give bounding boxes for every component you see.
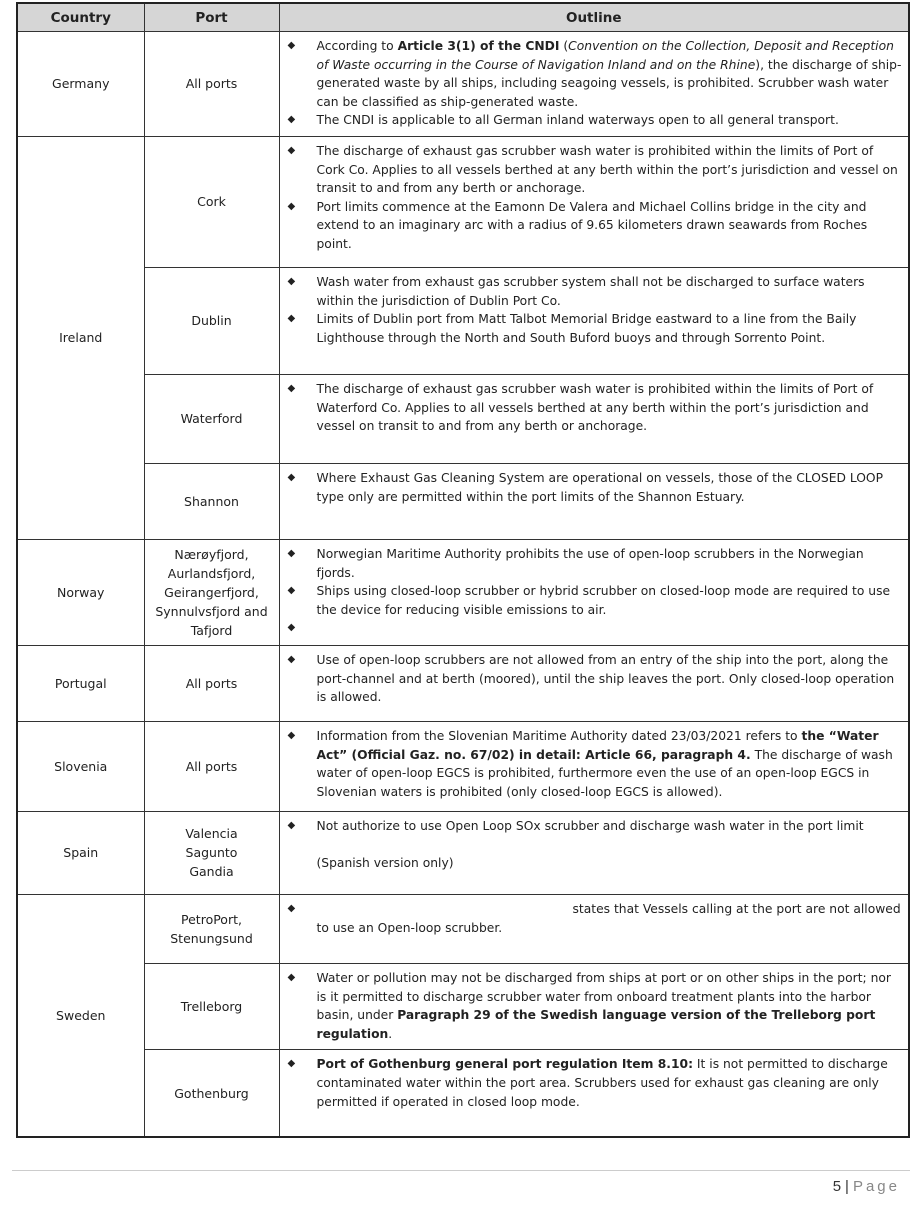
diamond-bullet-icon: ◆ <box>287 585 296 597</box>
list-item <box>288 198 903 254</box>
item-text: The discharge of exhaust gas scrubber wash water is prohibited within the limits of Port of Waterford Co. Applies to all vessels berthed at any berth within the port’s jurisdiction and vessel on transit to and from any berth or anchorage. <box>316 381 874 434</box>
list-item <box>288 469 903 506</box>
bullet-list <box>288 969 903 1043</box>
item-italic-text: Convention on the Collection, Deposit and Reception of Waste occurring in the Course of Navigation Inland and on the Rhine <box>316 39 894 72</box>
table-row <box>17 1050 909 1137</box>
table-row <box>17 645 909 721</box>
list-item <box>288 817 903 872</box>
table-row <box>17 32 909 137</box>
port-cell: All ports <box>144 645 279 721</box>
table-row <box>17 811 909 894</box>
table-row <box>17 539 909 645</box>
list-item <box>288 545 903 582</box>
outline-cell <box>279 963 909 1049</box>
item-text: Wash water from exhaust gas scrubber system shall not be discharged to surface waters within the jurisdiction of Dublin Port Co. <box>316 274 865 308</box>
diamond-bullet-icon: ◆ <box>287 819 296 831</box>
bullet-list <box>288 380 903 436</box>
outline-cell <box>279 374 909 463</box>
port-cell: Nærøyfjord, Aurlandsfjord, Geirangerfjord, Synnulvsfjord and Tafjord <box>144 539 279 645</box>
item-text: states that Vessels calling at the port are not allowed to use an Open-loop scrubber. <box>316 901 901 935</box>
country-cell: Sweden <box>17 894 144 1136</box>
list-item <box>288 1055 903 1111</box>
outline-cell <box>279 811 909 894</box>
table-row <box>17 894 909 963</box>
item-text: Not authorize to use Open Loop SOx scrubber and discharge wash water in the port limit <box>316 818 864 833</box>
diamond-bullet-icon: ◆ <box>287 547 296 559</box>
regulations-table <box>16 2 910 1138</box>
outline-cell <box>279 267 909 374</box>
list-item <box>288 310 903 347</box>
diamond-bullet-icon: ◆ <box>287 729 296 741</box>
list-item <box>288 142 903 198</box>
page-word: Page <box>852 1178 900 1195</box>
outline-cell <box>279 463 909 539</box>
table-row <box>17 136 909 267</box>
bullet-list <box>288 727 903 801</box>
port-cell: Valencia Sagunto Gandia <box>144 811 279 894</box>
list-item <box>288 969 903 1043</box>
item-text: The discharge of wash water of open-loop EGCS is prohibited, furthermore even the use of an open-loop EGCS in Slovenian waters is prohibited (only closed-loop EGCS is allowed). <box>316 747 893 799</box>
table-row <box>17 267 909 374</box>
item-text: ( <box>559 39 569 53</box>
diamond-bullet-icon: ◆ <box>287 313 296 325</box>
item-text: It is not permitted to discharge contaminated water within the port area. Scrubbers used for exhaust gas cleaning are only permitted if operated in closed loop mode. <box>316 1057 888 1109</box>
bullet-list <box>288 37 903 130</box>
item-bold-text: Port of Gothenburg general port regulation Item 8.10: <box>316 1057 694 1072</box>
port-cell: Cork <box>144 136 279 267</box>
list-item <box>288 651 903 707</box>
item-text: Use of open-loop scrubbers are not allowed from an entry of the ship into the port, along the port-channel and at berth (moored), until the ship leaves the port. Only closed-loop operation is allowed. <box>316 652 895 705</box>
bullet-list <box>288 273 903 347</box>
diamond-bullet-icon: ◆ <box>287 382 296 394</box>
country-cell: Portugal <box>17 645 144 721</box>
list-item <box>288 900 903 937</box>
outline-cell <box>279 539 909 645</box>
header-country: Country <box>17 3 144 32</box>
footer-separator: | <box>845 1178 849 1195</box>
bullet-list <box>287 545 903 634</box>
header-port: Port <box>144 3 279 32</box>
outline-cell <box>279 136 909 267</box>
outline-cell <box>279 645 909 721</box>
country-cell: Ireland <box>17 136 144 539</box>
port-cell: All ports <box>144 721 279 811</box>
item-text: According to <box>316 39 398 53</box>
footer-divider <box>12 1170 910 1171</box>
list-item <box>288 582 903 619</box>
port-cell: Waterford <box>144 374 279 463</box>
country-cell: Spain <box>17 811 144 894</box>
country-cell: Slovenia <box>17 721 144 811</box>
diamond-bullet-icon: ◆ <box>287 971 296 983</box>
item-text: Limits of Dublin port from Matt Talbot Memorial Bridge eastward to a line from the Baily Lighthouse through the North and South Buford buoys and through Sorrento Point. <box>316 312 857 345</box>
port-cell: PetroPort, Stenungsund <box>144 894 279 963</box>
country-cell: Norway <box>17 539 144 645</box>
diamond-bullet-icon: ◆ <box>287 1058 296 1070</box>
item-bold-text: the “Water Act” (Official Gaz. no. 67/02) in detail: Article 66, paragraph 4. <box>316 728 879 762</box>
item-text: Where Exhaust Gas Cleaning System are operational on vessels, those of the CLOSED LOOP type only are permitted within the port limits of the Shannon Estuary. <box>316 470 884 504</box>
diamond-bullet-icon: ◆ <box>287 902 296 914</box>
table-row <box>17 374 909 463</box>
port-cell: Shannon <box>144 463 279 539</box>
bullet-list <box>288 142 903 254</box>
bullet-list <box>288 900 903 937</box>
table-row <box>17 463 909 539</box>
page-footer <box>833 1178 900 1195</box>
diamond-bullet-icon: ◆ <box>287 471 296 483</box>
outline-cell <box>279 1050 909 1137</box>
country-cell: Germany <box>17 32 144 137</box>
table-row <box>17 721 909 811</box>
outline-cell <box>279 894 909 963</box>
item-text: Information from the Slovenian Maritime Authority dated 23/03/2021 refers to <box>316 728 802 743</box>
table-header-row <box>17 3 909 32</box>
diamond-bullet-icon: ◆ <box>287 144 296 156</box>
port-cell: Gothenburg <box>144 1050 279 1137</box>
item-text: Ships using closed-loop scrubber or hybrid scrubber on closed-loop mode are required to use the device for reducing visible emissions to air. <box>316 584 891 617</box>
page-number: 5 <box>832 1178 842 1195</box>
outline-cell <box>279 32 909 137</box>
item-text: The discharge of exhaust gas scrubber wash water is prohibited within the limits of Port of Cork Co. Applies to all vessels berthed at any berth within the port’s jurisdiction and vessel on transit to and from any berth or anchorage. <box>316 143 898 196</box>
item-bold-text: Paragraph 29 of the Swedish language version of the Trelleborg port regulation <box>316 1008 876 1041</box>
bullet-list <box>288 469 903 506</box>
item-text: Port limits commence at the Eamonn De Valera and Michael Collins bridge in the city and extend to an imaginary arc with a radius of 9.65 kilometers drawn seawards from Roches point. <box>316 199 868 251</box>
list-item <box>288 380 903 436</box>
list-item <box>288 37 903 111</box>
bullet-list <box>288 1055 903 1111</box>
item-text: Norwegian Maritime Authority prohibits the use of open-loop scrubbers in the Norwegian fjords. <box>316 546 864 580</box>
outline-cell <box>279 721 909 811</box>
port-cell: Trelleborg <box>144 963 279 1049</box>
bullet-list <box>288 651 903 707</box>
port-cell: Dublin <box>144 267 279 374</box>
diamond-bullet-icon: ◆ <box>287 200 296 212</box>
list-item <box>288 727 903 801</box>
item-text: The CNDI is applicable to all German inland waterways open to all general transport. <box>316 113 839 128</box>
item-text: Water or pollution may not be discharged from ships at port or on other ships in the port; nor is it permitted to discharge scrubber water from onboard treatment plants into the harbor basin, under <box>316 970 891 1023</box>
diamond-bullet-icon: ◆ <box>287 40 296 51</box>
list-item <box>288 111 903 130</box>
diamond-bullet-icon: ◆ <box>287 653 296 665</box>
item-note: (Spanish version only) <box>316 855 454 870</box>
bullet-list <box>288 817 903 872</box>
diamond-bullet-icon: ◆ <box>287 622 296 634</box>
table-row <box>17 963 909 1049</box>
table-body <box>17 32 909 1137</box>
diamond-bullet-icon: ◆ <box>287 275 296 287</box>
diamond-bullet-icon: ◆ <box>287 114 296 126</box>
item-text: . <box>388 1026 393 1041</box>
port-cell: All ports <box>144 32 279 137</box>
item-bold-text: Article 3(1) of the CNDI <box>397 39 560 53</box>
list-item <box>288 273 903 310</box>
item-text: ), the discharge of ship-generated waste by all ships, including seagoing vessels, is prohibited. Scrubber wash water can be classified as ship-generated waste. <box>316 57 902 109</box>
header-outline: Outline <box>279 3 909 32</box>
